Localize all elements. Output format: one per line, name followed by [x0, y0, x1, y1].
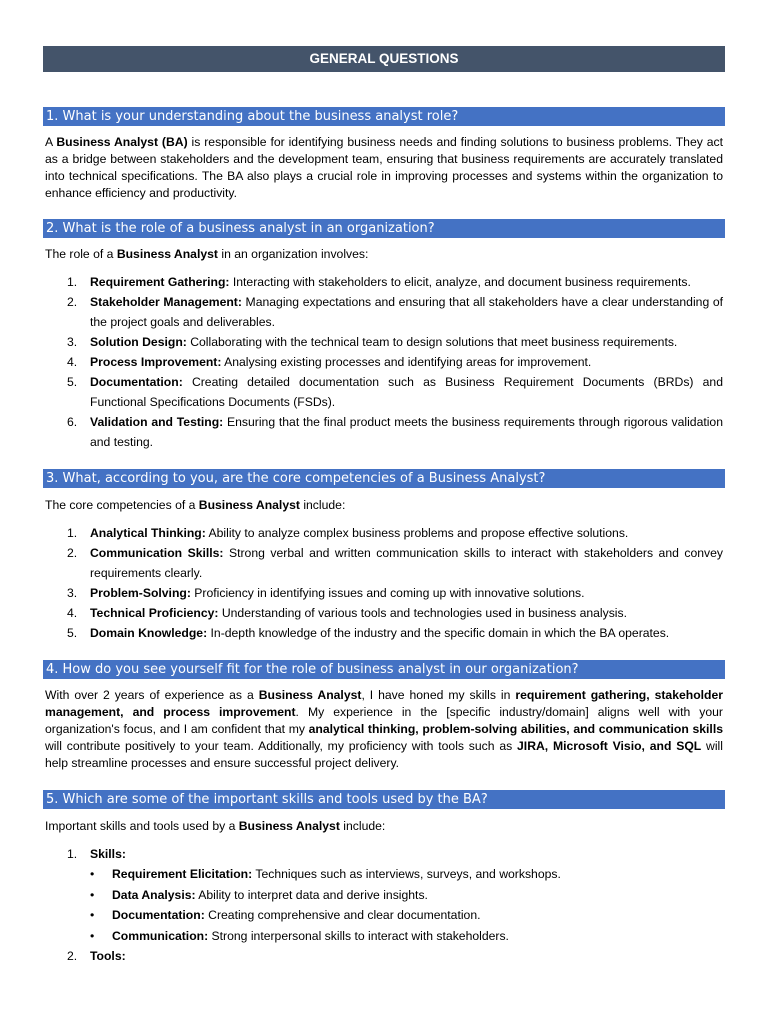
- text-run: With over 2 years of experience as a: [45, 688, 259, 702]
- list-number: 5.: [67, 375, 78, 389]
- answer-5-intro: [45, 818, 723, 835]
- list-number: 4.: [67, 355, 78, 369]
- list-term: Communication Skills:: [90, 546, 224, 560]
- list-text: Interacting with stakeholders to elicit, analyze, and document business requirements.: [229, 275, 691, 289]
- question-2-heading: 2. What is the role of a business analyst in an organization?: [43, 219, 725, 238]
- text-run: The role of a: [45, 247, 117, 261]
- list-item: [45, 292, 723, 332]
- answer-3-intro: [45, 497, 723, 514]
- sublist-text: Techniques such as interviews, surveys, and workshops.: [252, 867, 561, 881]
- list-term: Process Improvement:: [90, 355, 222, 369]
- answer-4-paragraph: [45, 687, 723, 772]
- list-term: Stakeholder Management:: [90, 295, 242, 309]
- bullet-icon: •: [90, 867, 95, 881]
- list-number: 3.: [67, 335, 78, 349]
- bullet-icon: •: [90, 908, 95, 922]
- bold-term: Business Analyst: [238, 819, 340, 833]
- sublist-term: Requirement Elicitation:: [112, 867, 253, 881]
- role-list: [45, 272, 723, 452]
- list-text: Understanding of various tools and technologies used in business analysis.: [218, 606, 627, 620]
- list-term: Problem-Solving:: [90, 586, 191, 600]
- text-run: will help streamline processes and ensure successful project delivery.: [45, 739, 723, 770]
- list-number: 2.: [67, 295, 78, 309]
- text-run: will contribute positively to your team. Additionally, my proficiency with tools such as: [45, 739, 518, 753]
- sublist-item: [90, 905, 723, 926]
- text-run: include:: [299, 498, 346, 512]
- list-item: [45, 543, 723, 583]
- list-term: Tools:: [90, 949, 126, 963]
- list-item: [45, 272, 723, 292]
- list-term: Validation and Testing:: [90, 415, 224, 429]
- list-number: 2.: [67, 546, 78, 560]
- list-text: In-depth knowledge of the industry and the specific domain in which the BA operates.: [207, 626, 670, 640]
- list-number: 2.: [67, 949, 78, 963]
- text-run: in an organization involves:: [217, 247, 369, 261]
- list-item: [45, 332, 723, 352]
- list-text: Managing expectations and ensuring that all stakeholders have a clear understanding of the project goals and deliverables.: [90, 295, 723, 329]
- bold-term: analytical thinking, problem-solving abilities, and communication skills: [308, 722, 723, 736]
- question-1-heading: 1. What is your understanding about the business analyst role?: [43, 107, 725, 126]
- list-term: Requirement Gathering:: [90, 275, 230, 289]
- list-term: Technical Proficiency:: [90, 606, 219, 620]
- list-number: 1.: [67, 275, 78, 289]
- list-text: Ability to analyze complex business problems and propose effective solutions.: [205, 526, 629, 540]
- list-item: [45, 583, 723, 603]
- page-title: GENERAL QUESTIONS: [43, 46, 725, 72]
- bold-term: Business Analyst (BA): [56, 135, 188, 149]
- list-text: Proficiency in identifying issues and coming up with innovative solutions.: [190, 586, 585, 600]
- bold-term: Business Analyst: [258, 688, 362, 702]
- sublist-text: Strong interpersonal skills to interact with stakeholders.: [208, 928, 509, 943]
- text-run: include:: [339, 819, 386, 833]
- list-text: Collaborating with the technical team to design solutions that meet business requirements.: [186, 335, 678, 349]
- bold-term: requirement gathering, stakeholder management, and process improvement: [45, 688, 723, 719]
- text-run: , I have honed my skills in: [361, 688, 516, 702]
- bullet-icon: •: [90, 887, 95, 902]
- list-number: 6.: [67, 415, 78, 429]
- list-item: [45, 844, 723, 946]
- list-text: Creating detailed documentation such as Business Requirement Documents (BRDs) and Functional Specifications Documents (FSDs).: [90, 375, 723, 409]
- list-text: Analysing existing processes and identifying areas for improvement.: [221, 355, 592, 369]
- sublist-term: Communication:: [112, 928, 209, 943]
- sublist-item: [90, 885, 723, 906]
- text-run: . My experience in the [specific industry/domain] aligns well with your organization's focus, and I am confident that my: [45, 705, 723, 736]
- answer-2-intro: [45, 246, 723, 263]
- sublist-term: Documentation:: [112, 908, 205, 922]
- text-run: A: [45, 135, 57, 149]
- bold-term: Business Analyst: [198, 498, 300, 512]
- sublist-item: [90, 926, 723, 947]
- list-text: Strong verbal and written communication skills to interact with stakeholders and convey requirements clearly.: [90, 546, 723, 580]
- list-item: [45, 946, 723, 966]
- bullet-icon: •: [90, 928, 95, 943]
- bold-term: Business Analyst: [116, 247, 218, 261]
- list-number: 3.: [67, 586, 78, 600]
- list-number: 1.: [67, 526, 78, 540]
- question-3-heading: 3. What, according to you, are the core competencies of a Business Analyst?: [43, 469, 725, 488]
- list-term: Skills:: [90, 847, 126, 861]
- list-term: Solution Design:: [90, 335, 187, 349]
- skills-tools-list: [45, 844, 723, 966]
- list-term: Analytical Thinking:: [90, 526, 206, 540]
- sublist-term: Data Analysis:: [112, 887, 196, 902]
- list-item: [45, 372, 723, 412]
- list-item: [45, 523, 723, 543]
- list-item: [45, 623, 723, 643]
- list-item: [45, 603, 723, 623]
- sublist-text: Ability to interpret data and derive insights.: [195, 887, 428, 902]
- sublist-text: Creating comprehensive and clear documentation.: [204, 908, 481, 922]
- skills-sublist: [90, 864, 723, 946]
- list-term: Domain Knowledge:: [90, 626, 208, 640]
- text-run: Important skills and tools used by a: [45, 819, 239, 833]
- answer-1-paragraph: [45, 134, 723, 202]
- list-text: Ensuring that the final product meets the business requirements through rigorous validation and testing.: [90, 415, 723, 449]
- list-item: [45, 412, 723, 452]
- competencies-list: [45, 523, 723, 643]
- text-run: is responsible for identifying business needs and finding solutions to business problems. They act as a bridge between stakeholders and the development team, ensuring that business requirements are accurately translated into technical specifications. The BA also plays a crucial role in improving processes and systems within the organization to enhance efficiency and productivity.: [45, 135, 723, 200]
- list-item: [45, 352, 723, 372]
- question-4-heading: 4. How do you see yourself fit for the role of business analyst in our organization?: [43, 660, 725, 679]
- question-5-heading: 5. Which are some of the important skills and tools used by the BA?: [43, 790, 725, 809]
- text-run: The core competencies of a: [45, 498, 199, 512]
- list-number: 1.: [67, 847, 78, 861]
- sublist-item: [90, 864, 723, 885]
- bold-term: JIRA, Microsoft Visio, and SQL: [517, 739, 702, 753]
- list-number: 4.: [67, 606, 78, 620]
- list-term: Documentation:: [90, 375, 183, 389]
- list-number: 5.: [67, 626, 78, 640]
